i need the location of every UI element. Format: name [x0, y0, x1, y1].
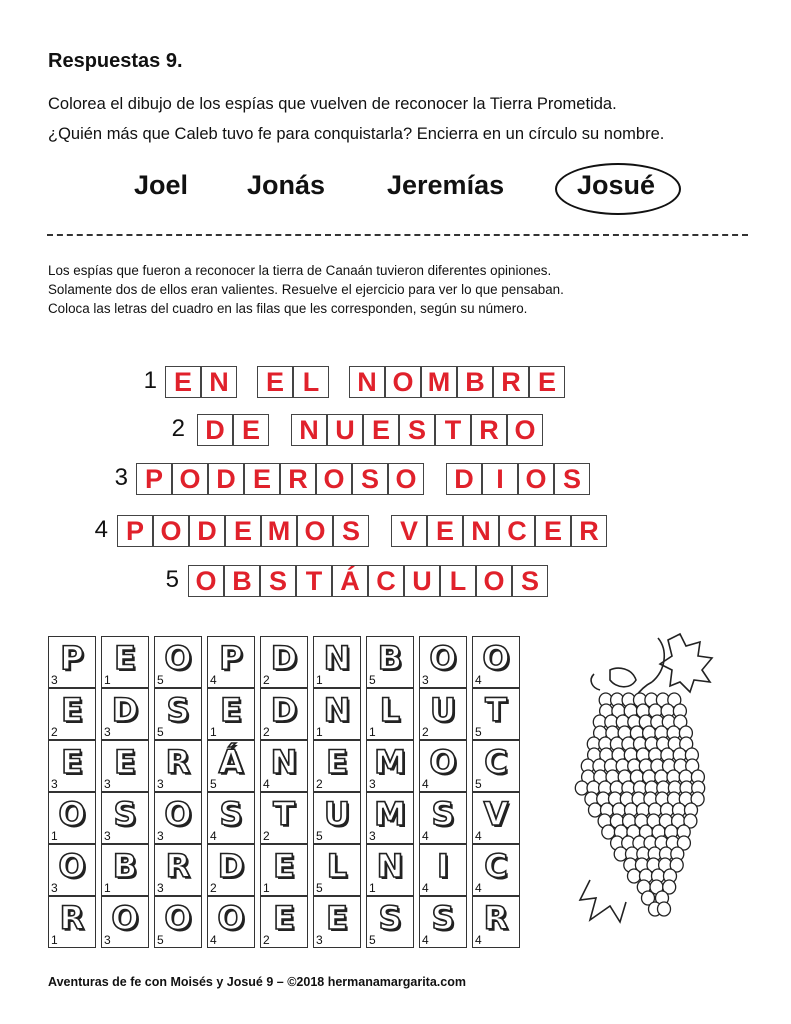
grid-letter: E: [220, 691, 242, 729]
grid-letter: N: [376, 847, 404, 885]
grid-number: 4: [422, 829, 429, 843]
page-title: Respuestas 9.: [48, 50, 183, 72]
answer-letter-cell: N: [349, 366, 385, 398]
answer-letter-cell: E: [427, 515, 463, 547]
grid-letter: M: [374, 795, 406, 833]
answer-letter-cell: R: [493, 366, 529, 398]
grid-number: 4: [422, 881, 429, 895]
row-number: 5: [165, 566, 179, 593]
name-jeremias: Jeremías: [387, 170, 505, 200]
grid-number: 3: [422, 673, 429, 687]
grid-number: 4: [475, 673, 482, 687]
row-number: 2: [171, 415, 185, 442]
grid-cell: [472, 740, 520, 792]
grid-letter: E: [326, 743, 348, 781]
grid-cell: [207, 636, 255, 688]
grid-cell: [419, 896, 467, 948]
grid-cell: [101, 636, 149, 688]
grid-letter: E: [326, 899, 348, 937]
answer-letter-cell: O: [385, 366, 421, 398]
grid-number: 5: [475, 777, 482, 791]
grid-cell: [366, 740, 414, 792]
grid-cell: [472, 792, 520, 844]
grid-letter: T: [485, 691, 507, 729]
grid-cell: [419, 636, 467, 688]
grape: [589, 803, 602, 817]
row-number: 1: [143, 367, 157, 394]
answer-letter-cell: U: [327, 414, 363, 446]
grid-letter: D: [270, 691, 298, 729]
answer-letter-cell: D: [197, 414, 233, 446]
grid-letter: D: [217, 847, 245, 885]
grid-letter: P: [60, 639, 84, 677]
grid-letter: O: [164, 795, 192, 833]
grid-number: 2: [263, 933, 270, 947]
grid-number: 4: [210, 933, 217, 947]
answer-letter-cell: R: [471, 414, 507, 446]
grid-letter: C: [484, 847, 508, 885]
grid-letter: R: [165, 743, 191, 781]
grid-letter: R: [483, 899, 509, 937]
answer-letter-cell: R: [571, 515, 607, 547]
grid-number: 2: [51, 725, 58, 739]
grid-number: 1: [210, 725, 217, 739]
grid-cell: [260, 740, 308, 792]
grid-number: 3: [104, 725, 111, 739]
grid-number: 2: [263, 725, 270, 739]
grid-cell: [48, 740, 96, 792]
grid-cell: [419, 688, 467, 740]
grid-number: 3: [369, 777, 376, 791]
grid-number: 5: [157, 673, 164, 687]
answer-letter-cell: T: [296, 565, 332, 597]
grid-number: 4: [210, 673, 217, 687]
grid-cell: [260, 844, 308, 896]
answer-letter-cell: P: [117, 515, 153, 547]
grid-letter: R: [165, 847, 191, 885]
grid-number: 3: [51, 777, 58, 791]
grid-cell: [101, 688, 149, 740]
grid-cell: [101, 792, 149, 844]
grid-cell: [366, 688, 414, 740]
answer-letter-cell: O: [507, 414, 543, 446]
grid-number: 5: [157, 933, 164, 947]
grid-letter: O: [164, 639, 192, 677]
answer-letter-cell: N: [463, 515, 499, 547]
grid-number: 2: [210, 881, 217, 895]
grid-letter: B: [377, 639, 403, 677]
answer-letter-cell: O: [188, 565, 224, 597]
grid-number: 3: [316, 933, 323, 947]
grid-letter: O: [429, 639, 457, 677]
grid-letter: R: [59, 899, 85, 937]
answer-letter-cell: S: [333, 515, 369, 547]
grid-number: 1: [104, 881, 111, 895]
grid-cell: [366, 792, 414, 844]
grid-number: 4: [475, 829, 482, 843]
grid-cell: [207, 792, 255, 844]
answer-letter-cell: D: [189, 515, 225, 547]
answer-letter-cell: M: [261, 515, 297, 547]
grid-cell: [154, 636, 202, 688]
grid-number: 4: [422, 933, 429, 947]
grid-cell: [366, 844, 414, 896]
grid-number: 1: [316, 673, 323, 687]
answer-letter-cell: P: [136, 463, 172, 495]
row-number: 4: [94, 516, 108, 543]
answer-letter-cell: E: [257, 366, 293, 398]
grid-number: 5: [157, 725, 164, 739]
grid-letter: V: [483, 795, 509, 833]
answer-letter-cell: S: [260, 565, 296, 597]
answer-letter-cell: O: [297, 515, 333, 547]
instruction-circle: ¿Quién más que Caleb tuvo fe para conquistarla? Encierra en un círculo su nombre.: [48, 125, 665, 143]
grid-letter: U: [324, 795, 350, 833]
answer-letter-cell: R: [280, 463, 316, 495]
name-jonas: Jonás: [247, 170, 326, 200]
grid-number: 5: [475, 725, 482, 739]
grid-cell: [154, 896, 202, 948]
answer-letter-cell: B: [224, 565, 260, 597]
grid-cell: [154, 792, 202, 844]
grid-cell: [207, 844, 255, 896]
answer-letter-cell: S: [512, 565, 548, 597]
grid-cell: [419, 844, 467, 896]
grid-cell: [154, 740, 202, 792]
grape: [575, 781, 588, 795]
answer-letter-cell: E: [233, 414, 269, 446]
grid-letter: C: [484, 743, 508, 781]
answer-letter-cell: I: [482, 463, 518, 495]
grid-letter: L: [379, 691, 401, 729]
grid-number: 3: [104, 777, 111, 791]
answer-letter-cell: B: [457, 366, 493, 398]
answer-letter-cell: O: [316, 463, 352, 495]
grid-letter: P: [219, 639, 243, 677]
grid-cell: [154, 688, 202, 740]
answer-letter-cell: E: [535, 515, 571, 547]
grid-number: 1: [369, 725, 376, 739]
grid-cell: [472, 896, 520, 948]
answer-letter-cell: S: [399, 414, 435, 446]
row-number: 3: [114, 464, 128, 491]
grid-cell: [48, 688, 96, 740]
grid-number: 3: [104, 829, 111, 843]
answer-letter-cell: M: [421, 366, 457, 398]
grid-letter: O: [164, 899, 192, 937]
grid-number: 5: [316, 881, 323, 895]
grid-letter: O: [217, 899, 245, 937]
instruction-color: Colorea el dibujo de los espías que vuelven de reconocer la Tierra Prometida.: [48, 95, 617, 113]
grid-number: 3: [51, 881, 58, 895]
answer-letter-cell: S: [554, 463, 590, 495]
grid-number: 3: [104, 933, 111, 947]
grid-number: 4: [422, 777, 429, 791]
grid-number: 1: [51, 829, 58, 843]
grid-cell: [154, 844, 202, 896]
answer-letter-cell: U: [404, 565, 440, 597]
grid-letter: E: [114, 743, 136, 781]
grid-number: 2: [263, 673, 270, 687]
name-joel: Joel: [134, 170, 189, 200]
grid-number: 4: [475, 881, 482, 895]
grid-letter: S: [113, 795, 137, 833]
grid-cell: [419, 740, 467, 792]
grid-letter: N: [323, 639, 351, 677]
grid-letter: S: [431, 899, 455, 937]
answer-letter-cell: E: [244, 463, 280, 495]
answer-letter-cell: D: [208, 463, 244, 495]
grid-letter: N: [323, 691, 351, 729]
grid-letter: D: [111, 691, 139, 729]
grape: [628, 869, 641, 883]
grid-cell: [472, 844, 520, 896]
grid-cell: [207, 688, 255, 740]
grid-letter: N: [270, 743, 298, 781]
grid-letter: E: [273, 899, 295, 937]
grid-number: 2: [263, 829, 270, 843]
answer-letter-cell: O: [476, 565, 512, 597]
grid-letter: M: [374, 743, 406, 781]
grid-cell: [366, 636, 414, 688]
grid-letter: E: [61, 691, 83, 729]
grid-letter: L: [326, 847, 348, 885]
grid-number: 4: [263, 777, 270, 791]
answer-letter-cell: E: [363, 414, 399, 446]
grid-cell: [101, 844, 149, 896]
answer-letter-cell: N: [201, 366, 237, 398]
grid-cell: [260, 688, 308, 740]
grid-letter: O: [482, 639, 510, 677]
grid-cell: [48, 896, 96, 948]
grid-cell: [260, 896, 308, 948]
answer-letter-cell: O: [518, 463, 554, 495]
grid-number: 3: [51, 673, 58, 687]
grid-cell: [313, 636, 361, 688]
grid-letter: O: [58, 795, 86, 833]
grid-letter: E: [273, 847, 295, 885]
grid-number: 1: [263, 881, 270, 895]
grid-letter: D: [270, 639, 298, 677]
grid-letter: Á: [218, 743, 244, 781]
grapes-icon: [540, 630, 740, 940]
grid-cell: [472, 636, 520, 688]
answer-letter-cell: T: [435, 414, 471, 446]
grid-number: 4: [475, 933, 482, 947]
paragraph-line: Los espías que fueron a reconocer la tierra de Canaán tuvieron diferentes opiniones.: [48, 263, 552, 278]
answer-letter-cell: O: [388, 463, 424, 495]
grid-number: 3: [157, 881, 164, 895]
grid-cell: [313, 740, 361, 792]
grid-cell: [48, 636, 96, 688]
grid-cell: [472, 688, 520, 740]
answer-letter-cell: L: [293, 366, 329, 398]
grid-cell: [313, 792, 361, 844]
grid-letter: U: [430, 691, 456, 729]
answer-letter-cell: C: [368, 565, 404, 597]
grid-letter: E: [114, 639, 136, 677]
answer-letter-cell: E: [165, 366, 201, 398]
grid-number: 1: [104, 673, 111, 687]
grid-cell: [48, 844, 96, 896]
grid-number: 5: [369, 673, 376, 687]
grid-letter: S: [166, 691, 190, 729]
answer-letter-cell: E: [225, 515, 261, 547]
grid-cell: [48, 792, 96, 844]
grid-letter: B: [112, 847, 138, 885]
grid-number: 5: [316, 829, 323, 843]
grid-letter: O: [58, 847, 86, 885]
grid-letter: O: [429, 743, 457, 781]
grid-number: 1: [51, 933, 58, 947]
grid-number: 2: [422, 725, 429, 739]
grid-cell: [260, 792, 308, 844]
grid-letter: S: [378, 899, 402, 937]
grid-number: 4: [210, 829, 217, 843]
footer: Aventuras de fe con Moisés y Josué 9 – ©2018 hermanamargarita.com: [48, 975, 466, 989]
grid-cell: [207, 740, 255, 792]
name-josue: Josué: [577, 170, 656, 200]
answer-letter-cell: V: [391, 515, 427, 547]
paragraph-line: Solamente dos de ellos eran valientes. Resuelve el ejercicio para ver lo que pensaban.: [48, 282, 564, 297]
answer-letter-cell: O: [172, 463, 208, 495]
grid-cell: [313, 844, 361, 896]
grid-number: 3: [157, 777, 164, 791]
grid-number: 1: [369, 881, 376, 895]
grid-cell: [313, 688, 361, 740]
grid-cell: [101, 740, 149, 792]
grid-number: 3: [157, 829, 164, 843]
answer-letter-cell: L: [440, 565, 476, 597]
grid-number: 2: [316, 777, 323, 791]
answer-letter-cell: O: [153, 515, 189, 547]
grid-cell: [366, 896, 414, 948]
answer-letter-cell: N: [291, 414, 327, 446]
grid-number: 1: [316, 725, 323, 739]
grid-letter: E: [61, 743, 83, 781]
grape: [658, 902, 671, 916]
answer-letter-cell: C: [499, 515, 535, 547]
grid-cell: [313, 896, 361, 948]
grid-cell: [419, 792, 467, 844]
grid-number: 5: [210, 777, 217, 791]
grid-letter: S: [431, 795, 455, 833]
grid-cell: [260, 636, 308, 688]
answer-letter-cell: Á: [332, 565, 368, 597]
dashed-divider: [47, 234, 748, 236]
grid-cell: [101, 896, 149, 948]
grid-cell: [207, 896, 255, 948]
grid-letter: I: [437, 847, 449, 885]
answer-letter-cell: E: [529, 366, 565, 398]
answer-letter-cell: D: [446, 463, 482, 495]
grid-number: 3: [369, 829, 376, 843]
grid-letter: O: [111, 899, 139, 937]
grid-number: 5: [369, 933, 376, 947]
answer-letter-cell: S: [352, 463, 388, 495]
paragraph-line: Coloca las letras del cuadro en las filas que les corresponden, según su número.: [48, 301, 528, 316]
grid-letter: T: [273, 795, 295, 833]
grid-letter: S: [219, 795, 243, 833]
